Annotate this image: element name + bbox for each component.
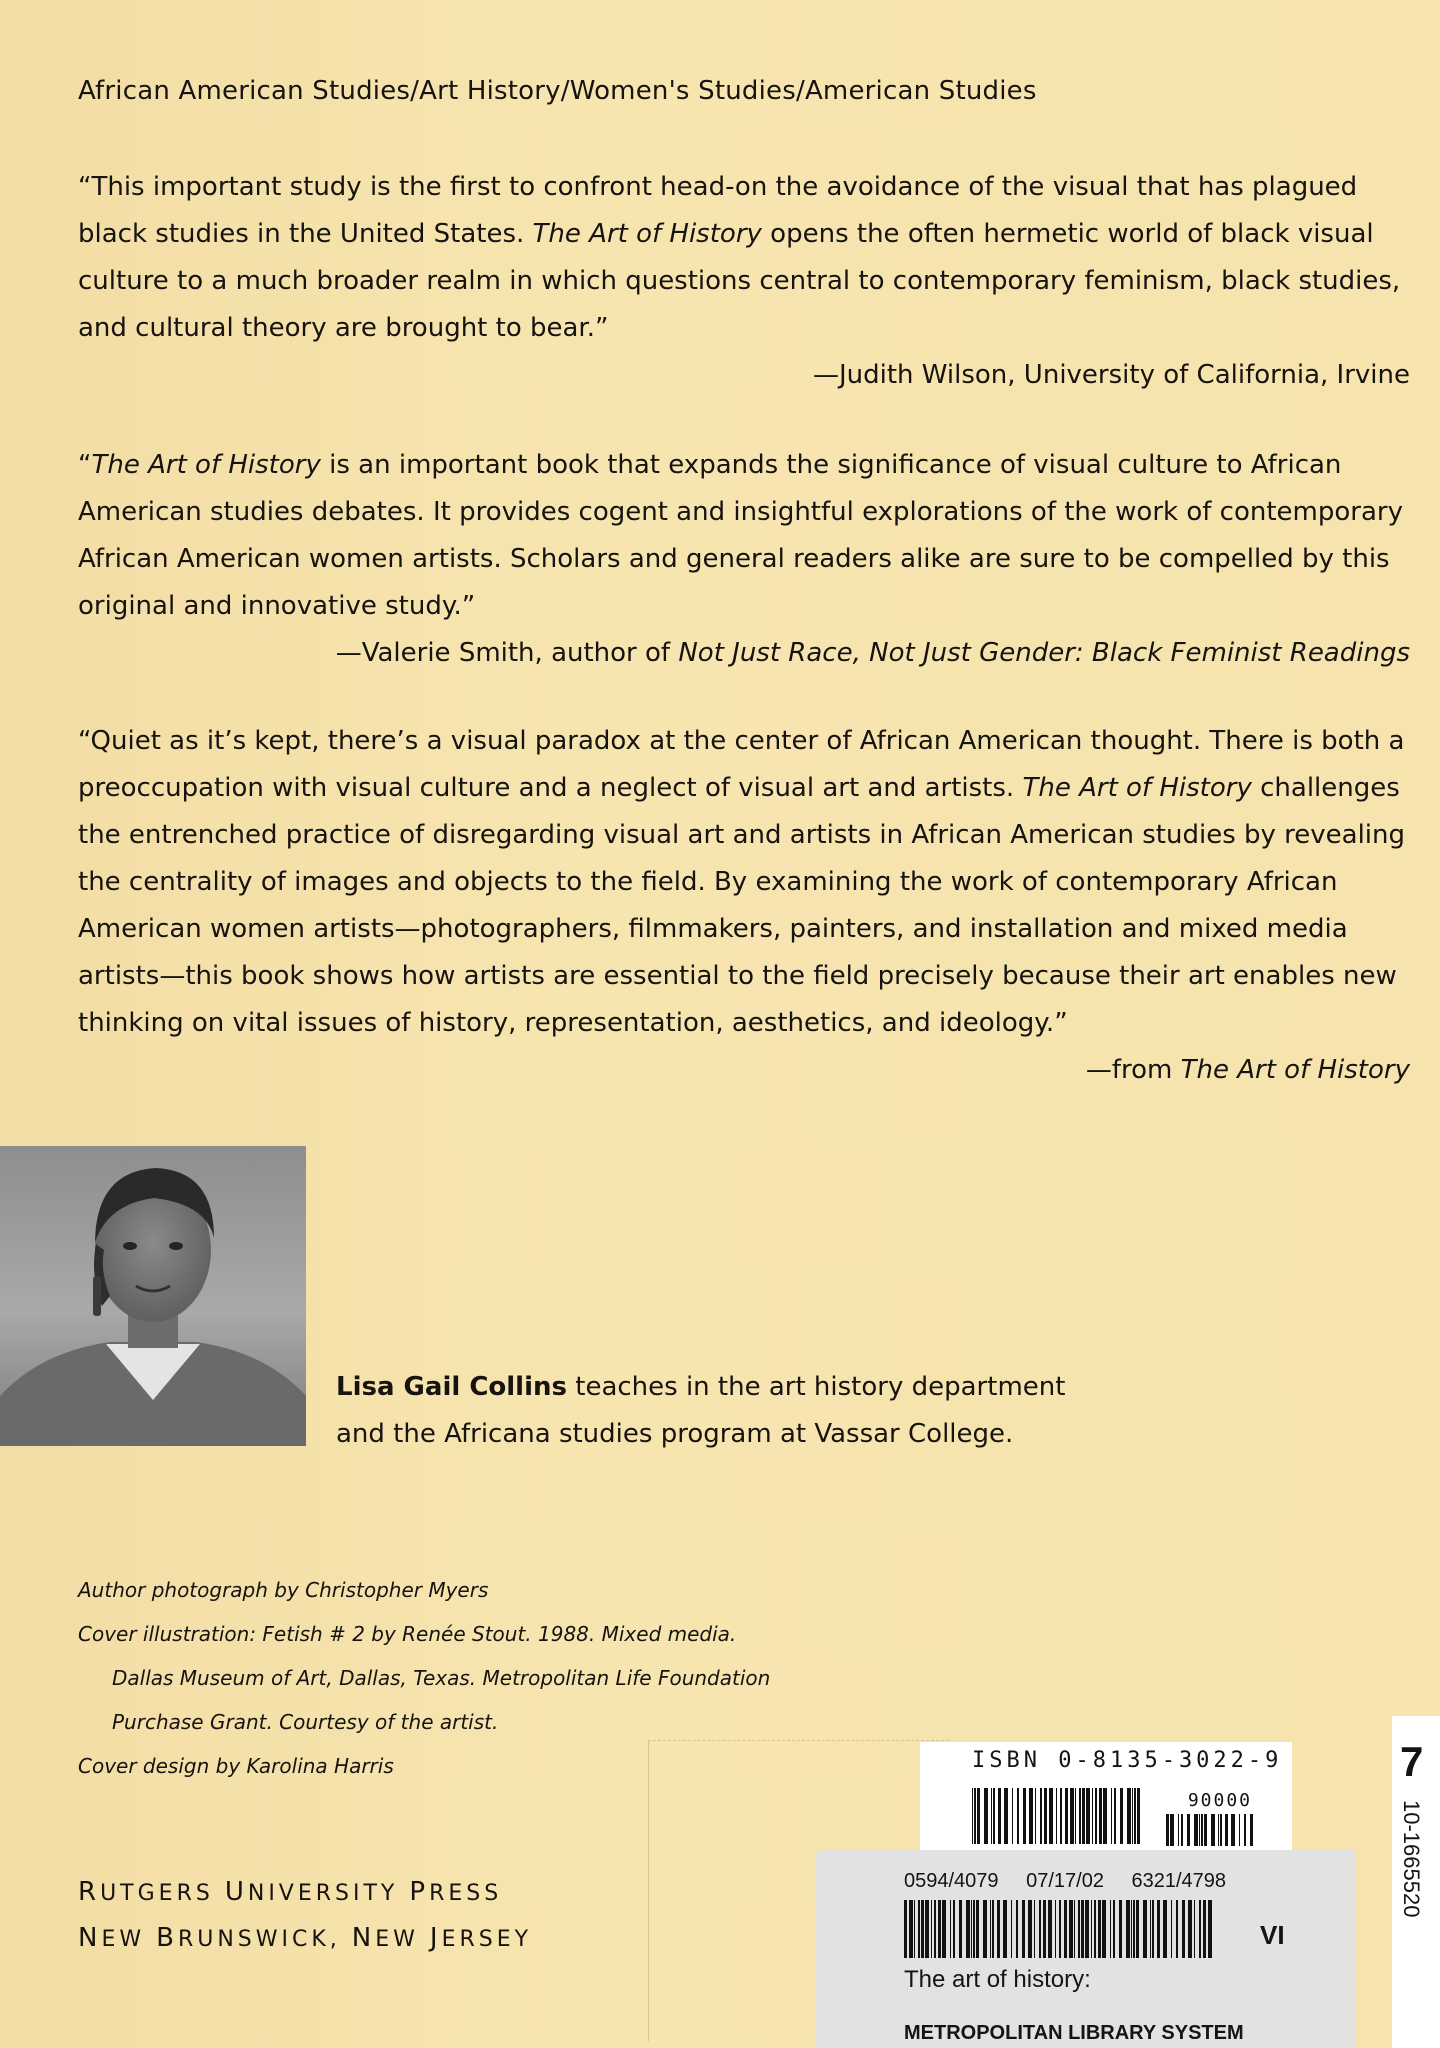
barcode-bar [1043,1900,1046,1958]
barcode-bar [991,1788,992,1844]
barcode-bar [1127,1788,1131,1844]
barcode-bar [984,1788,988,1844]
barcode-bar [1011,1900,1012,1958]
barcode-bar [1211,1814,1215,1846]
publisher-name: RUTGERS UNIVERSITY PRESS [78,1877,503,1907]
library-system: METROPOLITAN LIBRARY SYSTEM [904,2022,1244,2044]
barcode-bar [918,1900,920,1958]
barcode-bar [1208,1900,1212,1958]
text-run: is an important book that expands the significance of visual culture to African American studies debates. It provides cogent and insightful explorations of the work of contemporary African American women artists. Scholars and general readers alike are sure to be compelled by this original and innovative study.” [78,450,1403,621]
barcode-bar [1044,1788,1047,1844]
barcode-bar [950,1900,951,1958]
barcode-bar [1182,1900,1185,1958]
text-run: challenges the entrenched practice of disregarding visual art and artists in African American studies by revealing the centrality of images and objects to the field. By examining the work of contemporary African American women artists—photographers, filmmakers, painters, and installation and mixed media artists—this book shows how artists are essential to the field precisely because their art enables new thinking on vital issues of history, representation, aesthetics, and ideology.” [78,773,1406,1038]
barcode-bar [1119,1900,1122,1958]
barcode-bar [1048,1900,1052,1958]
barcode-bar [1004,1788,1008,1844]
barcode-bar [1070,1788,1074,1844]
excerpt-attribution [78,1047,1410,1094]
barcode-bar [1056,1788,1057,1844]
barcode-bar [1201,1814,1203,1846]
book-title-italic: Not Just Race, Not Just Gender: Black Feminist Readings [678,638,1410,668]
blurb-smith [78,442,1410,677]
barcode-bar [1075,1788,1076,1844]
barcode-bar [992,1900,994,1958]
barcode-bar [990,1900,991,1958]
barcode-bar [1194,1900,1195,1958]
barcode-bar [925,1900,929,1958]
barcode-bar [971,1900,972,1958]
barcode-bar [904,1900,907,1958]
barcode-bar [1120,1788,1123,1844]
barcode-bar [1065,1788,1068,1844]
blurb-text [78,442,1410,630]
barcode-bar [1176,1900,1178,1958]
barcode-bar [1078,1900,1080,1958]
barcode-bar [1132,1788,1133,1844]
barcode-bar [1150,1900,1151,1958]
barcode-bar [1103,1788,1107,1844]
library-label [816,1850,1356,2048]
barcode-bar [1199,1814,1200,1846]
barcode-bar [1081,1900,1084,1958]
barcode-bar [1040,1788,1042,1844]
barcode-bar [1012,1788,1013,1844]
barcode-bar [1171,1900,1172,1958]
author-bio [336,1364,1116,1458]
isbn-number: ISBN 0-8135-3022-9 [972,1748,1283,1773]
barcode-bar [977,1788,980,1844]
blurb-text [78,164,1410,352]
barcode-bar [1060,1788,1062,1844]
barcode-bar [1126,1900,1130,1958]
barcode-bar [1029,1788,1033,1844]
barcode-bar [1114,1788,1116,1844]
barcode-bar [1143,1900,1147,1958]
barcode-bar [1187,1814,1190,1846]
publisher-location: NEW BRUNSWICK, NEW JERSEY [78,1923,533,1953]
text-run: —Valerie Smith, author of [335,638,679,668]
barcode-bar [966,1900,970,1958]
barcode-bar [998,1788,1001,1844]
barcode-bar [1003,1900,1007,1958]
barcode-bar [1218,1814,1219,1846]
isbn-barcode-sticker [920,1742,1292,1850]
barcode-bar [953,1900,955,1958]
barcode-bar [1082,1788,1085,1844]
barcode-bar [1098,1900,1101,1958]
barcode-bar [914,1900,915,1958]
barcode-bar [1023,1788,1026,1844]
barcode-bar [1244,1814,1246,1846]
barcode-bar [942,1900,946,1958]
book-title-italic: The Art of History [91,450,321,480]
blurb-attribution [78,630,1410,677]
spine-tag-digit: 7 [1400,1738,1424,1785]
book-title-italic: The Art of History [1180,1055,1410,1085]
library-codes: 0594/4079 07/17/02 6321/4798 [904,1870,1227,1892]
author-bio-text: teaches in the art history department and the Africana studies program at Vassar College. [336,1372,1066,1449]
barcode-bar [1074,1900,1075,1958]
isbn-barcode-bars [920,1742,1292,1850]
blurb-attribution [78,352,1410,399]
text-run: “This important study is the first to confront head-on the avoidance of the visual that has plagued black studies in the United States. [78,172,1358,249]
barcode-bar [1194,1814,1198,1846]
barcode-bar [1170,1814,1174,1846]
barcode-bar [1049,1788,1053,1844]
barcode-bar [1111,1788,1112,1844]
barcode-bar [1178,1814,1179,1846]
barcode-bar [1113,1900,1115,1958]
barcode-bar [1055,1900,1056,1958]
barcode-bar [959,1900,962,1958]
barcode-bar [1035,1788,1036,1844]
text-run: —from [1085,1055,1181,1085]
barcode-bar [1137,1788,1140,1844]
barcode-bar [1016,1900,1018,1958]
barcode-bar [931,1900,932,1958]
barcode-bar [1059,1900,1061,1958]
barcode-bar [1131,1900,1132,1958]
barcode-bar [1110,1900,1111,1958]
credit-illustration-cont: Purchase Grant. Courtesy of the artist. [112,1710,499,1734]
barcode-bar [1152,1900,1154,1958]
barcode-bar [973,1900,975,1958]
text-run: —Judith Wilson, University of California, Irvine [812,360,1410,390]
text-run: opens the often hermetic world of black visual culture to a much broader realm in which questions central to contemporary feminism, black studies, and cultural theory are brought to bear.” [78,219,1401,343]
barcode-bar [1163,1900,1167,1958]
barcode-bar [1188,1900,1192,1958]
barcode-bar [1157,1900,1160,1958]
credit-illustration: Cover illustration: Fetish # 2 by Renée Stout. 1988. Mixed media. [78,1622,737,1646]
barcode-bar [1199,1900,1201,1958]
barcode-bar [1094,1900,1096,1958]
text-run: “ [78,450,92,480]
spine-tag-code: 10-1665520 [1399,1800,1424,1918]
barcode-bar [1028,1900,1032,1958]
barcode-bar [934,1900,936,1958]
barcode-bar [1133,1900,1135,1958]
barcode-bar [1203,1900,1206,1958]
credit-illustration-cont: Dallas Museum of Art, Dallas, Texas. Metropolitan Life Foundation [112,1666,771,1690]
library-class: VI [1260,1920,1285,1950]
barcode-bar [976,1900,979,1958]
barcode-bar [1039,1900,1041,1958]
barcode-bar [1017,1788,1019,1844]
barcode-bar [938,1900,941,1958]
isbn-price-code: 90000 [1187,1790,1252,1811]
publisher-imprint [78,1870,532,1962]
credit-design: Cover design by Karolina Harris [78,1754,394,1778]
barcode-bar [1022,1900,1025,1958]
barcode-bar [1239,1814,1240,1846]
barcode-bar [1095,1788,1097,1844]
barcode-bar [993,1788,995,1844]
barcode-bar [1136,1900,1139,1958]
blurb-wilson [78,164,1410,399]
barcode-bar [1064,1900,1067,1958]
barcode-bar [1079,1788,1081,1844]
barcode-bar [1034,1900,1035,1958]
barcode-bar [1204,1814,1207,1846]
barcode-bar [921,1900,924,1958]
credit-photo: Author photograph by Christopher Myers [78,1578,489,1602]
barcode-bar [1099,1788,1102,1844]
barcode-bar [997,1900,1000,1958]
barcode-bar [1091,1900,1092,1958]
library-title: The art of history: [904,1966,1091,1993]
barcode-bar [1069,1900,1073,1958]
book-title-italic: The Art of History [1022,773,1252,803]
barcode-bar [1092,1788,1093,1844]
barcode-bar [1134,1788,1136,1844]
barcode-bar [909,1900,913,1958]
text-run: “Quiet as it’s kept, there’s a visual paradox at the center of African American thought. There is both a preoccupation with visual culture and a neglect of visual art and artists. [78,726,1405,803]
author-name: Lisa Gail Collins [336,1372,567,1402]
book-title-italic: The Art of History [532,219,762,249]
barcode-bar [1220,1814,1222,1846]
author-portrait-image [0,1146,306,1446]
barcode-bar [983,1900,987,1958]
excerpt-text [78,718,1410,1047]
barcode-bar [1086,1788,1090,1844]
subject-categories: African American Studies/Art History/Women's Studies/American Studies [78,76,1037,106]
barcode-bar [972,1788,973,1844]
barcode-bar [1231,1814,1235,1846]
author-photo [0,1146,306,1446]
spine-call-tag [1392,1716,1440,2048]
barcode-bar [1085,1900,1089,1958]
barcode-bar [1181,1814,1183,1846]
barcode-bar [1225,1814,1228,1846]
book-excerpt [78,718,1410,1094]
barcode-bar [1102,1900,1106,1958]
barcode-bar [1250,1814,1253,1846]
barcode-bar [974,1788,976,1844]
barcode-bar [1166,1814,1169,1846]
